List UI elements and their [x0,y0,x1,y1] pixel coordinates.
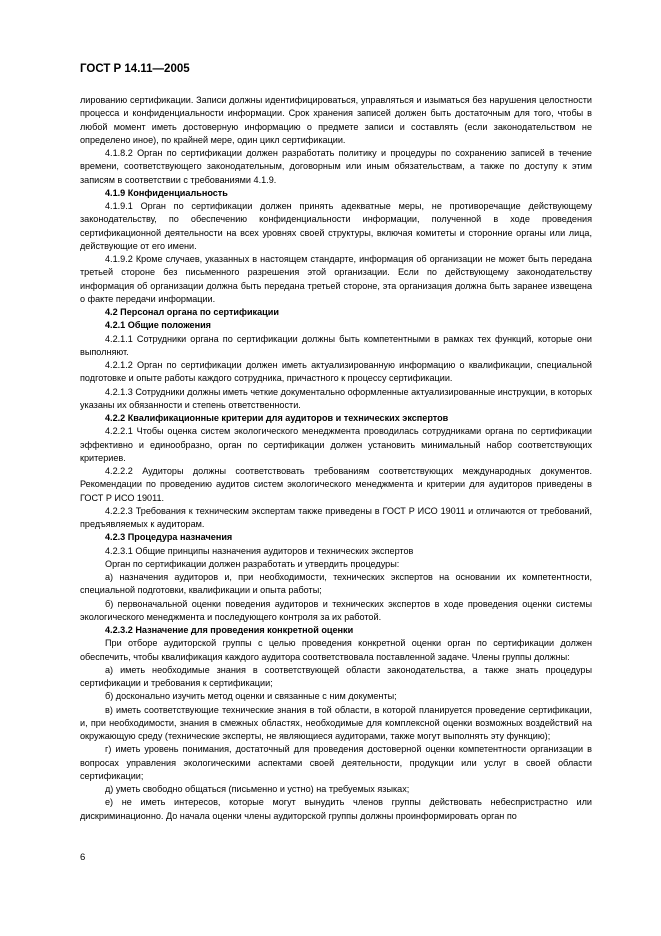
paragraph: 4.2.1.3 Сотрудники должны иметь четкие документально оформленные актуализированные инструкции, в которых указаны их обязанности и степень ответственности. [80,386,592,410]
section-heading: 4.2.3.2 Назначение для проведения конкретной оценки [105,625,354,635]
paragraph: б) первоначальной оценки поведения аудиторов и технических экспертов в ходе проведения оценки системы экологического менеджмента и последующего контроля за их работой. [80,598,592,622]
paragraph: б) досконально изучить метод оценки и связанные с ним документы; [105,691,397,702]
paragraph: 4.2.1.2 Орган по сертификации должен иметь актуализированную информацию о квалификации, специальной подготовке и опыте работы каждого сотрудника, причастного к процессу сертификации. [80,360,592,384]
paragraph: 4.1.9.2 Кроме случаев, указанных в настоящем стандарте, информация об организации не может быть передана третьей стороне без письменного разрешения этой организации. Если по действующему законодательству информация об организации должна быть передана третьей стороне, эта организация должна быть заранее извещена о факте передачи информации. [80,254,592,304]
paragraph: 4.2.1.1 Сотрудники органа по сертификации должны быть компетентными в рамках тех функций, которые они выполняют. [80,333,592,357]
section-heading: 4.1.9 Конфиденциальность [105,187,228,198]
paragraph: 4.2.2.2 Аудиторы должны соответствовать требованиям соответствующих международных документов. Рекомендации по проведению аудитов систем экологического менеджмента и критерии для аудиторов приведены в ГОСТ Р ИСО 19011. [80,466,592,503]
section-heading: 4.2 Персонал органа по сертификации [105,307,279,317]
document-header: ГОСТ Р 14.11—2005 [80,63,190,75]
paragraph: а) иметь необходимые знания в соответствующей области законодательства, а также знать процедуры сертификации и требования к сертификации; [80,664,592,688]
paragraph: е) не иметь интересов, которые могут вынудить членов группы действовать небеспристрастно или дискриминационно. До начала оценки члены аудиторской группы должны проинформировать орган по [80,797,592,821]
paragraph: 4.1.9.1 Орган по сертификации должен принять адекватные меры, не противоречащие действующему законодательству, по обеспечению конфиденциальности информации, полученной в ходе проведения сертификационной деятельности на всех уровнях своей структуры, включая комитеты и сторонние органы или лица, действующие от его имени. [80,201,592,251]
section-heading: 4.2.1 Общие положения [105,320,211,331]
paragraph: Орган по сертификации должен разработать и утвердить процедуры: [105,558,400,569]
paragraph: 4.2.3.1 Общие принципы назначения аудиторов и технических экспертов [105,545,414,556]
section-heading: 4.2.3 Процедура назначения [105,532,233,543]
paragraph: г) иметь уровень понимания, достаточный для проведения достоверной оценки компетентности организации в вопросах управления экологическими аспектами своей деятельности, продукции или услуг в своей области сертификации; [80,744,592,781]
page-number: 6 [80,852,86,863]
paragraph: а) назначения аудиторов и, при необходимости, технических экспертов на основании их компетентности, специальной подготовки, квалификации и опыта работы; [80,572,592,596]
paragraph: в) иметь соответствующие технические знания в той области, в которой планируется проведение сертификации, и, при необходимости, знания в смежных областях, необходимые для комплексной оценки возможных воздействий на окружающую среду (технические эксперты, не являющиеся аудиторами, также могут выполнять эту функцию); [80,704,592,741]
section-heading: 4.2.2 Квалификационные критерии для аудиторов и технических экспертов [105,413,449,423]
paragraph: лированию сертификации. Записи должны идентифицироваться, управляться и изыматься без нарушения целостности процесса и конфиденциальности информации. Срок хранения записей должен быть достаточным для того, чтобы в любой момент иметь достоверную информацию о предмете записи и составлять (если законодательством не определено иное), по крайней мере, один цикл сертификации. [80,95,592,145]
paragraph: 4.2.2.1 Чтобы оценка систем экологического менеджмента проводилась сотрудниками органа по сертификации эффективно и единообразно, орган по сертификации должен установить минимальный набор соответствующих критериев. [80,426,592,463]
paragraph: 4.1.8.2 Орган по сертификации должен разработать политику и процедуры по сохранению записей в течение времени, соответствующего законодательным, договорным или иным обязательствам, а также по доступу к этим записям в соответствии с требованиями 4.1.9. [80,148,592,185]
paragraph: При отборе аудиторской группы с целью проведения конкретной оценки орган по сертификации должен обеспечить, чтобы квалификация каждого аудитора соответствовала поставленной задаче. Члены группы должны: [80,638,592,662]
document-body [80,94,592,823]
paragraph: д) уметь свободно общаться (письменно и устно) на требуемых языках; [105,784,410,794]
paragraph: 4.2.2.3 Требования к техническим экспертам также приведены в ГОСТ Р ИСО 19011 и отличаются от требований, предъявляемых к аудиторам. [80,505,592,529]
